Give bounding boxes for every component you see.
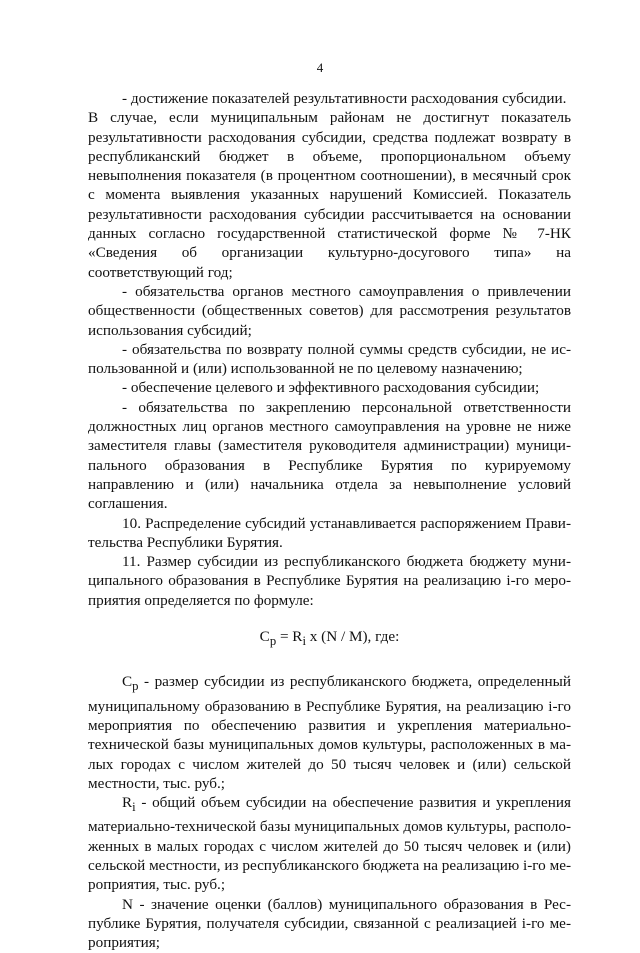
paragraph-3: - обязательства органов местного самоуправления о привлечении общественности (общественных советов) для рассмотрения результатов использования субсидий; [88,282,571,339]
definition-ri-symbol: R [122,794,133,812]
paragraph-1: - достижение показателей результативности расходования субсидии. [122,90,567,107]
paragraph-8: 11. Размер субсидии из республиканского бюджета бюджету муниципального образования в Республике Бурятия на реализацию i-го мероприятия определяется по формуле: [88,553,571,609]
definition-cp-sub: p [132,679,139,694]
definition-cp [88,672,571,793]
definition-ri-sub: i [132,800,136,815]
document-body [88,89,571,953]
paragraph-2: В случае, если муниципальным районам не достигнут показатель результативности расходования субсидии, средства подлежат возврату в республиканский бюджет в объеме, пропорциональном объему невыполнения показателя (в процентном соотношении), в месячный срок с момента выявления указанных нарушений Комиссией. Показатель результативности расходования субсидии рассчитывается на основании данных согласно государственной статистической форме № 7-НК «Сведения об организации культурно-досугового типа» на соответствующий год; [88,109,571,281]
formula-r-sub: i [302,634,306,649]
formula-lhs: C [259,628,270,646]
paragraph-5: - обеспечение целевого и эффективного расходования субсидии; [122,379,540,397]
definition-cp-text: - размер субсидии из республиканского бюджета, определенный муниципальному образованию в Республике Бурятия, на реализацию i-го мероприятия по обеспечению развития и укрепления материально-технической базы муниципальных домов культуры, расположенных в малых городах с числом жителей до 50 тысяч человек и (или) сельской местности, тыс. руб.; [88,673,571,792]
definition-cp-symbol: C [122,673,133,691]
definition-ri-text: - общий объем субсидии на обеспечение развития и укрепления материально-технической базы муниципальных домов культуры, расположенных в малых городах с числом жителей до 50 тысяч человек и (или) сельской местности, из республиканского бюджета на реализацию i-го мероприятия, тыс. руб.; [88,794,571,894]
formula-eq: = R [276,628,303,646]
definition-n-text: - значение оценки (баллов) муниципального образования в Республике Бурятия, получателя субсидии, связанной с реализацией i-го мероприятия; [88,895,571,952]
definition-ri [88,793,571,895]
formula-rest: x (N / M), где: [305,628,400,646]
paragraph-7: 10. Распределение субсидий устанавливается распоряжением Правительства Республики Бурятия. [88,514,571,551]
formula [88,627,571,651]
definition-n [88,895,571,953]
page-number: 4 [316,60,324,75]
paragraph-6: - обязательства по закреплению персональной ответственности должностных лиц органов местного самоуправления на уровне не ниже заместителя главы (заместителя руководителя администрации) муниципального образования в Республике Бурятия по курируемому направлению и (или) начальника отдела за невыполнение условий соглашения. [88,398,571,513]
definition-n-symbol: N [122,895,133,913]
paragraph-4: - обязательства по возврату полной суммы средств субсидии, не использованной и (или) использованной не по целевому назначению; [88,340,571,378]
formula-lhs-sub: p [269,634,277,649]
